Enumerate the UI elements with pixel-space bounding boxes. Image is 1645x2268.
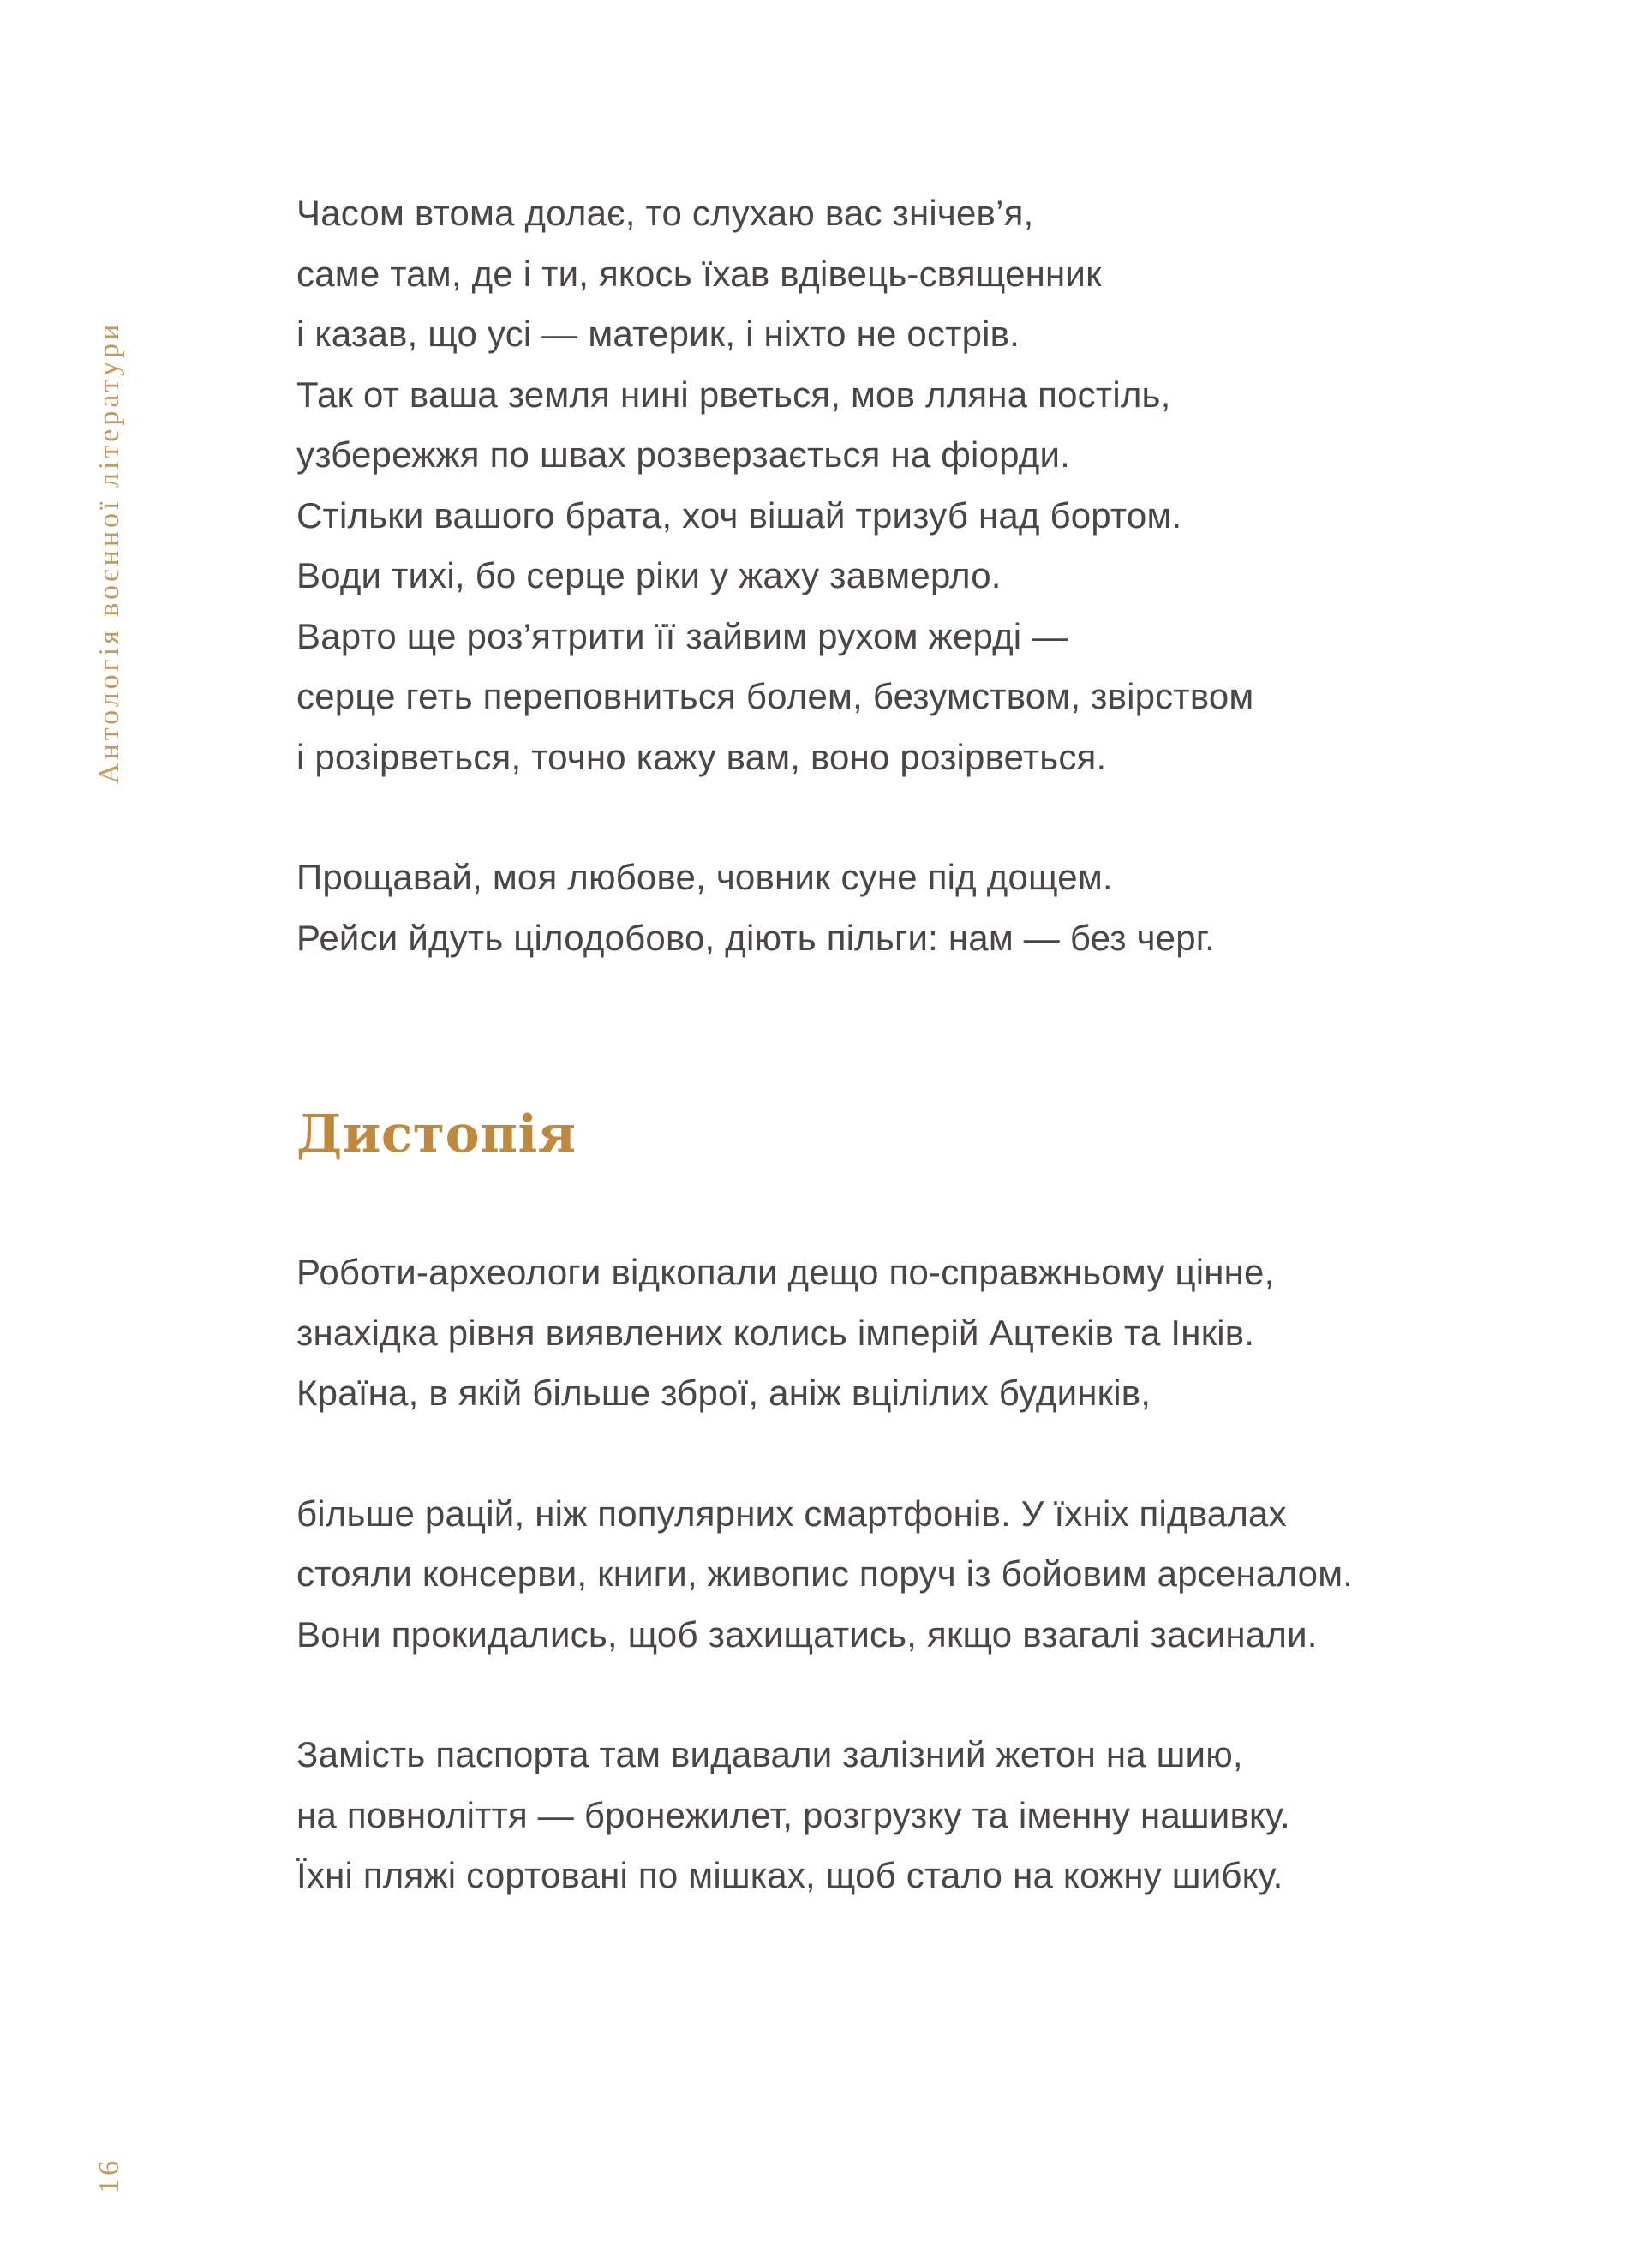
poem-line: Їхні пляжі сортовані по мішках, щоб стало на кожну шибку. [296, 1855, 1283, 1895]
poem2-stanza-1 [296, 1242, 1496, 1424]
poem-line: Води тихі, бо серце ріки у жаху завмерло. [296, 555, 1002, 595]
poem-line: Так от ваша земля нині рветься, мов лляна постіль, [296, 374, 1171, 415]
poem-line: Варто ще роз’ятрити її зайвим рухом жерді — [296, 615, 1068, 656]
poem-line: на повноліття — бронежилет, розгрузку та іменну нашивку. [296, 1794, 1290, 1835]
poem-line: Часом втома долає, то слухаю вас знічев’я, [296, 193, 1034, 233]
poem-line: Замість паспорта там видавали залізний жетон на шию, [296, 1734, 1243, 1774]
poem2-stanza-2 [296, 1484, 1496, 1666]
poem-line: Стільки вашого брата, хоч вішай тризуб над бортом. [296, 494, 1182, 536]
poem-line: і розірветься, точно кажу вам, воно розірветься. [296, 736, 1107, 777]
poem-line: серце геть переповниться болем, безумством, звірством [296, 676, 1254, 716]
poem1-stanza-1 [296, 183, 1496, 787]
poem-line: Роботи-археологи відкопали дещо по-справжньому цінне, [296, 1252, 1275, 1292]
poem-line: Рейси йдуть цілодобово, діють пільги: нам — без черг. [296, 917, 1216, 958]
poem-line: стояли консерви, книги, живопис поруч із бойовим арсеналом. [296, 1553, 1354, 1594]
poem-line: узбережжя по швах розверзається на фіорди. [296, 434, 1070, 475]
poem-line: і казав, що усі — материк, і ніхто не острів. [296, 314, 1020, 354]
page-number: 16 [93, 2157, 125, 2193]
poem-title: Дистопія [296, 1104, 577, 1164]
poem-line: Вони прокидались, щоб захищатись, якщо взагалі засинали. [296, 1613, 1318, 1655]
poem-line: Прощавай, моя любове, човник суне під дощем. [296, 857, 1113, 897]
poem-line: саме там, де і ти, якось їхав вдівець-священник [296, 253, 1102, 294]
poem2-stanza-3 [296, 1725, 1496, 1906]
poem1-stanza-2 [296, 847, 1496, 968]
page-content [296, 183, 1496, 1906]
poem-line: знахідка рівня виявлених колись імперій Ацтеків та Інків. [296, 1312, 1255, 1353]
running-head: Антологія воєнної літератури [93, 320, 125, 784]
poem-line: Країна, в якій більше зброї, аніж вцілілих будинків, [296, 1373, 1152, 1413]
poem-line: більше рацій, ніж популярних смартфонів. У їхніх підвалах [296, 1493, 1287, 1534]
